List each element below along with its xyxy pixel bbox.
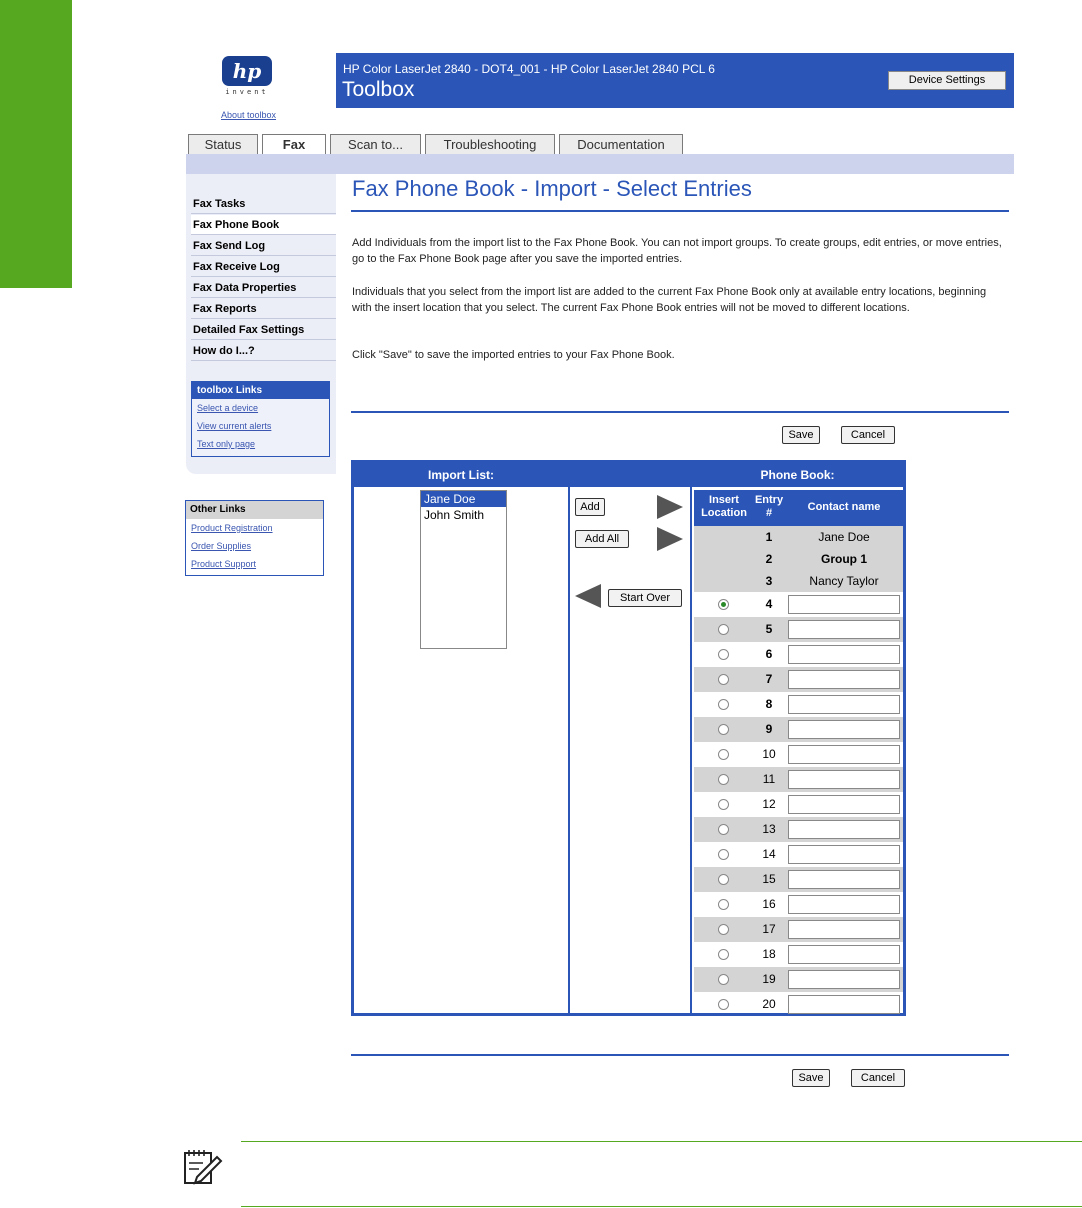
instructions-save: Click "Save" to save the imported entries to your Fax Phone Book. xyxy=(352,349,675,361)
contact-name-input[interactable] xyxy=(788,670,900,689)
table-row xyxy=(694,892,903,917)
toolbox-links-title: toolbox Links xyxy=(192,382,329,399)
nav-fax-send-log[interactable]: Fax Send Log xyxy=(191,236,336,256)
view-alerts-link[interactable]: View current alerts xyxy=(197,421,272,431)
add-arrow-icon[interactable] xyxy=(657,495,683,519)
import-table xyxy=(351,460,906,1016)
column-divider xyxy=(568,463,570,1013)
contact-name-input[interactable] xyxy=(788,770,900,789)
middle-header xyxy=(570,463,690,487)
nav-fax-receive-log[interactable]: Fax Receive Log xyxy=(191,257,336,277)
start-over-button[interactable]: Start Over xyxy=(608,589,682,607)
import-list-header: Import List: xyxy=(354,463,568,487)
contact-name-input[interactable] xyxy=(788,945,900,964)
insert-location-radio[interactable] xyxy=(718,724,729,735)
entry-number: 14 xyxy=(762,847,776,861)
order-supplies-link[interactable]: Order Supplies xyxy=(191,541,252,551)
insert-location-radio[interactable] xyxy=(718,924,729,935)
start-over-arrow-icon[interactable] xyxy=(575,584,601,608)
table-row xyxy=(694,667,903,692)
nav-fax-tasks[interactable]: Fax Tasks xyxy=(191,194,336,214)
contact-name-input[interactable] xyxy=(788,795,900,814)
add-button[interactable]: Add xyxy=(575,498,605,516)
phone-book-column-headers xyxy=(694,490,903,526)
insert-location-radio[interactable] xyxy=(718,999,729,1010)
table-row xyxy=(694,592,903,617)
cancel-button-bottom[interactable]: Cancel xyxy=(851,1069,905,1087)
table-row xyxy=(694,942,903,967)
table-row xyxy=(694,717,903,742)
col-entry-number: Entry # xyxy=(754,494,784,519)
insert-location-radio[interactable] xyxy=(718,799,729,810)
table-row xyxy=(694,817,903,842)
table-row xyxy=(694,692,903,717)
insert-location-radio[interactable] xyxy=(718,599,729,610)
contact-name-input[interactable] xyxy=(788,895,900,914)
entry-number: 15 xyxy=(762,872,776,886)
select-device-link[interactable]: Select a device xyxy=(197,403,259,413)
insert-location-radio[interactable] xyxy=(718,774,729,785)
contact-name: Group 1 xyxy=(820,552,867,566)
table-row xyxy=(694,617,903,642)
contact-name-input[interactable] xyxy=(788,870,900,889)
table-row xyxy=(694,917,903,942)
import-list-box[interactable] xyxy=(420,490,507,649)
other-links-title: Other Links xyxy=(186,501,323,519)
table-row xyxy=(694,992,903,1017)
contact-name-input[interactable] xyxy=(788,995,900,1014)
add-all-arrow-icon[interactable] xyxy=(657,527,683,551)
product-registration-link[interactable]: Product Registration xyxy=(191,523,273,533)
table-row xyxy=(694,548,903,570)
column-divider xyxy=(690,463,692,1013)
insert-location-radio[interactable] xyxy=(718,824,729,835)
col-insert-location: Insert Location xyxy=(701,494,747,519)
instructions-location: Individuals that you select from the import list are added to the current Fax Phone Book only at available entry locations, beginning with the insert location that you select. The current Fax Phone Book entries will not be moved to different locations. xyxy=(352,286,987,314)
entry-number: 2 xyxy=(765,552,773,566)
table-row xyxy=(694,792,903,817)
contact-name-input[interactable] xyxy=(788,920,900,939)
contact-name-input[interactable] xyxy=(788,620,900,639)
insert-location-radio[interactable] xyxy=(718,974,729,985)
note-bottom-rule xyxy=(241,1206,1082,1207)
add-all-button[interactable]: Add All xyxy=(575,530,629,548)
import-item-jane-doe[interactable]: Jane Doe xyxy=(421,491,506,507)
save-button-top[interactable]: Save xyxy=(782,426,820,444)
insert-location-radio[interactable] xyxy=(718,949,729,960)
nav-fax-data-properties[interactable]: Fax Data Properties xyxy=(191,278,336,298)
tab-documentation[interactable]: Documentation xyxy=(559,134,683,154)
entry-number: 4 xyxy=(765,597,773,611)
contact-name-input[interactable] xyxy=(788,845,900,864)
insert-location-radio[interactable] xyxy=(718,649,729,660)
entry-number: 10 xyxy=(762,747,776,761)
product-support-link[interactable]: Product Support xyxy=(191,559,257,569)
table-row xyxy=(694,526,903,548)
contact-name-input[interactable] xyxy=(788,745,900,764)
entry-number: 20 xyxy=(762,997,776,1011)
table-row xyxy=(694,642,903,667)
entry-number: 7 xyxy=(765,672,773,686)
entry-number: 3 xyxy=(765,574,773,588)
entry-number: 9 xyxy=(765,722,773,736)
about-toolbox-link[interactable]: About toolbox xyxy=(221,110,277,120)
table-row xyxy=(694,767,903,792)
app-title: Toolbox xyxy=(342,78,415,101)
insert-location-radio[interactable] xyxy=(718,849,729,860)
entry-number: 19 xyxy=(762,972,776,986)
phone-book-header: Phone Book: xyxy=(692,463,903,487)
toolbox-header xyxy=(336,53,1014,108)
page-title: Fax Phone Book - Import - Select Entries xyxy=(352,176,752,201)
note-top-rule xyxy=(241,1141,1082,1142)
insert-location-radio[interactable] xyxy=(718,749,729,760)
insert-location-radio[interactable] xyxy=(718,624,729,635)
bottom-divider xyxy=(351,1054,1009,1056)
text-only-page-link[interactable]: Text only page xyxy=(197,439,256,449)
entry-number: 13 xyxy=(762,822,776,836)
other-links-box xyxy=(185,500,324,576)
nav-detailed-fax-settings[interactable]: Detailed Fax Settings xyxy=(191,320,336,340)
nav-fax-reports[interactable]: Fax Reports xyxy=(191,299,336,319)
entry-number: 5 xyxy=(765,622,773,636)
note-pencil-icon xyxy=(183,1147,223,1187)
top-divider xyxy=(351,411,1009,413)
table-row xyxy=(694,967,903,992)
hp-logo-tagline: invent xyxy=(225,88,269,96)
device-name: HP Color LaserJet 2840 - DOT4_001 - HP Color LaserJet 2840 PCL 6 xyxy=(343,62,715,76)
import-item-john-smith[interactable]: John Smith xyxy=(424,508,485,522)
entry-number: 18 xyxy=(762,947,776,961)
hp-logo-mark: hp xyxy=(222,56,272,86)
cancel-button-top[interactable]: Cancel xyxy=(841,426,895,444)
entry-number: 12 xyxy=(762,797,776,811)
tab-fax[interactable]: Fax xyxy=(262,134,326,155)
tab-strip xyxy=(186,154,1014,174)
contact-name: Jane Doe xyxy=(818,530,870,544)
contact-name-input[interactable] xyxy=(788,595,900,614)
contact-name-input[interactable] xyxy=(788,645,900,664)
entry-number: 17 xyxy=(762,922,776,936)
entry-number: 16 xyxy=(762,897,776,911)
insert-location-radio[interactable] xyxy=(718,699,729,710)
insert-location-radio[interactable] xyxy=(718,674,729,685)
insert-location-radio[interactable] xyxy=(718,874,729,885)
contact-name-input[interactable] xyxy=(788,970,900,989)
contact-name-input[interactable] xyxy=(788,720,900,739)
tab-troubleshooting[interactable]: Troubleshooting xyxy=(425,134,555,154)
tab-scan-to[interactable]: Scan to... xyxy=(330,134,421,154)
entry-number: 6 xyxy=(765,647,773,661)
device-settings-button[interactable]: Device Settings xyxy=(888,71,1006,90)
hp-logo xyxy=(216,56,278,96)
contact-name-input[interactable] xyxy=(788,820,900,839)
contact-name: Nancy Taylor xyxy=(809,574,879,588)
nav-how-do-i[interactable]: How do I...? xyxy=(191,341,336,361)
title-divider xyxy=(351,210,1009,212)
table-row xyxy=(694,842,903,867)
table-row xyxy=(694,570,903,592)
toolbox-links-box xyxy=(191,381,330,457)
col-contact-name: Contact name xyxy=(807,501,881,513)
entry-number: 1 xyxy=(765,530,773,544)
table-row xyxy=(694,742,903,767)
contact-name-input[interactable] xyxy=(788,695,900,714)
tab-status[interactable]: Status xyxy=(188,134,258,154)
save-button-bottom[interactable]: Save xyxy=(792,1069,830,1087)
entry-number: 8 xyxy=(765,697,773,711)
insert-location-radio[interactable] xyxy=(718,899,729,910)
chapter-tab-bar xyxy=(0,0,72,288)
table-row xyxy=(694,867,903,892)
nav-fax-phone-book[interactable]: Fax Phone Book xyxy=(191,215,336,235)
entry-number: 11 xyxy=(762,772,776,786)
instructions-add: Add Individuals from the import list to the Fax Phone Book. You can not import groups. To create groups, edit entries, or move entries, go to the Fax Phone Book page after you save the imported entries. xyxy=(352,237,1002,265)
